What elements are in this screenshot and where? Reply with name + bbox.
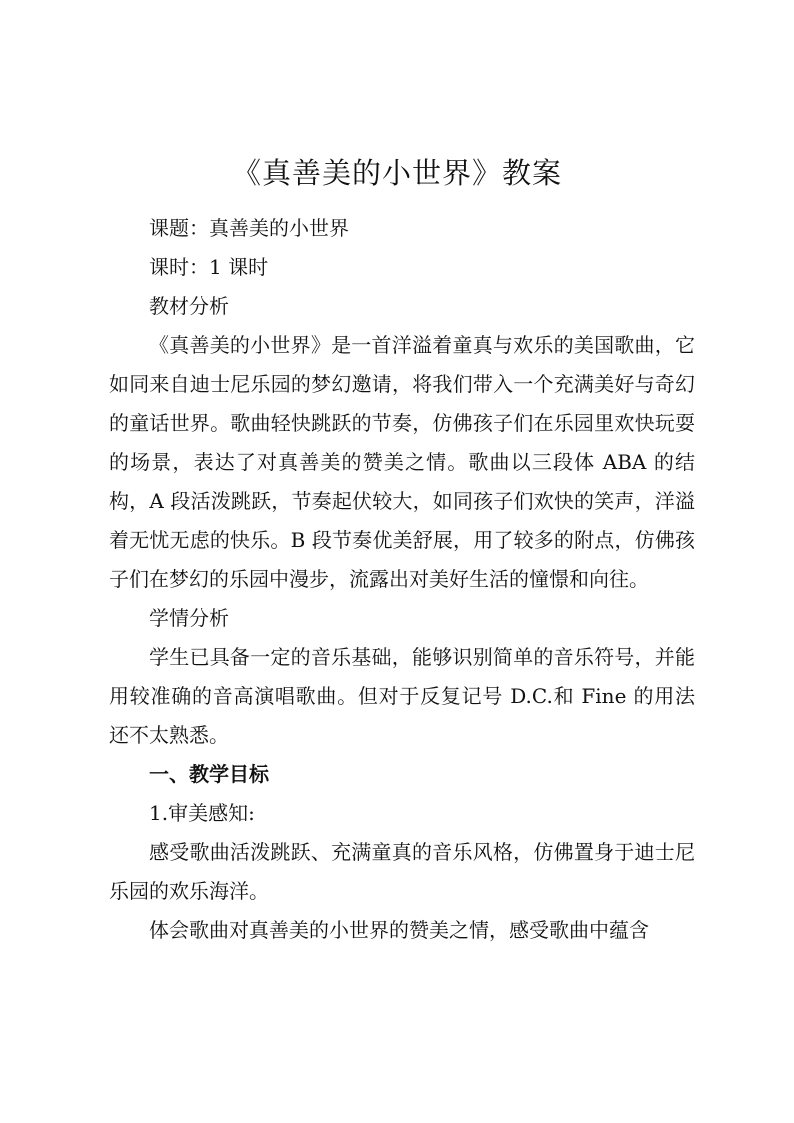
section-heading-student-analysis: 学情分析	[149, 606, 229, 630]
document-title: 《真善美的小世界》教案	[231, 156, 562, 190]
aesthetic-perception-paragraph-2: 体会歌曲对真善美的小世界的赞美之情，感受歌曲中蕴含	[149, 918, 649, 942]
lesson-topic: 课题：真善美的小世界	[149, 216, 349, 240]
section-heading-teaching-goals: 一、教学目标	[149, 762, 269, 786]
textbook-analysis-paragraph: 《真善美的小世界》是一首洋溢着童真与欢乐的美国歌曲，它如同来自迪士尼乐园的梦幻邀请，将我们带入一个充满美好与奇幻的童话世界。歌曲轻快跳跃的节奏，仿佛孩子们在乐园里欢快玩耍的场景，表达了对真善美的赞美之情。歌曲以三段体 ABA 的结构，A 段活泼跳跃，节奏起伏较大，如同孩子们欢快的笑声，洋溢着无忧无虑的快乐。B 段节奏优美舒展，用了较多的附点，仿佛孩子们在梦幻的乐园中漫步，流露出对美好生活的憧憬和向往。	[109, 333, 695, 591]
aesthetic-perception-paragraph-1: 感受歌曲活泼跳跃、充满童真的音乐风格，仿佛置身于迪士尼乐园的欢乐海洋。	[109, 840, 695, 903]
student-analysis-paragraph: 学生已具备一定的音乐基础，能够识别简单的音乐符号，并能用较准确的音高演唱歌曲。但对于反复记号 D.C.和 Fine 的用法还不太熟悉。	[109, 645, 695, 747]
subheading-aesthetic-perception: 1.审美感知:	[149, 801, 255, 825]
document-body	[109, 209, 695, 950]
section-heading-textbook-analysis: 教材分析	[149, 294, 229, 318]
lesson-duration: 课时：1 课时	[149, 255, 269, 279]
